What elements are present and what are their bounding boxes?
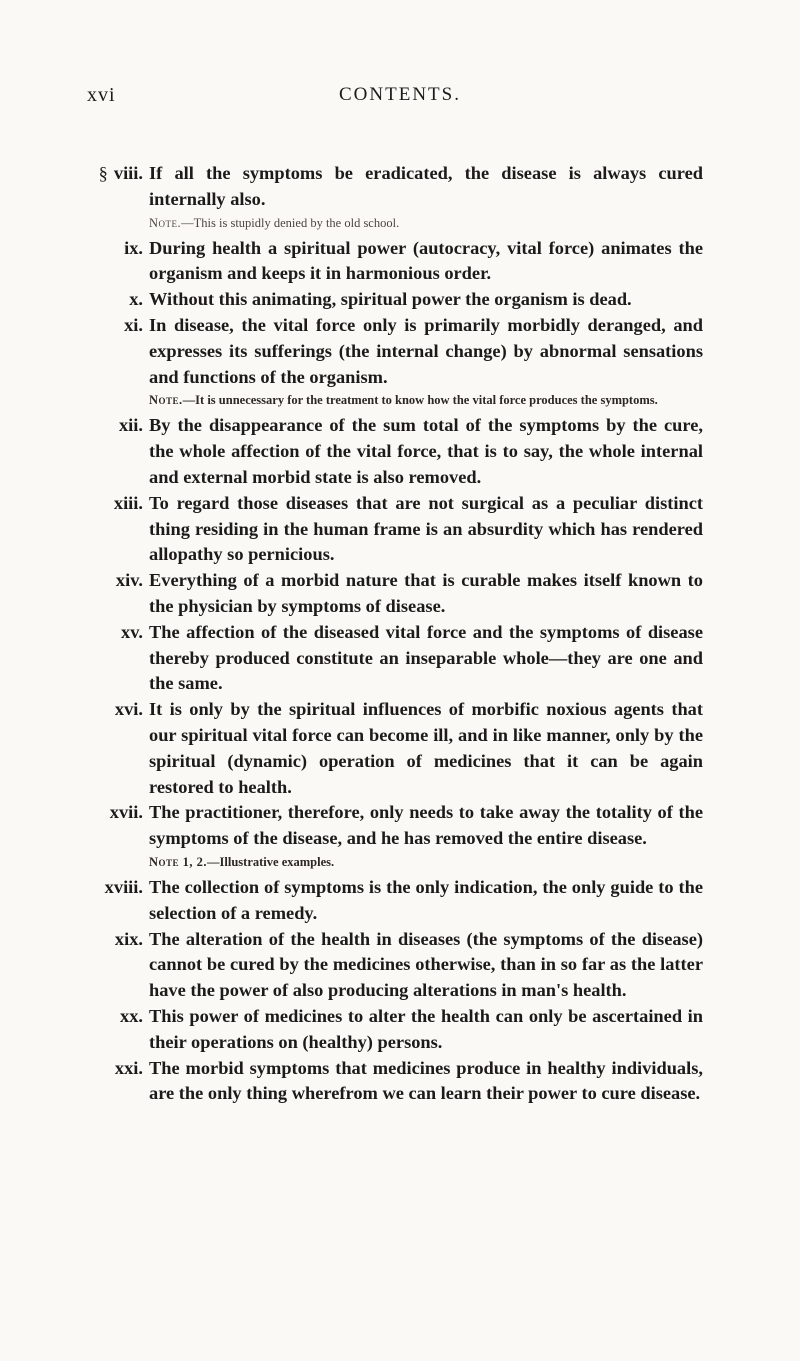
item-number: xvii. <box>109 802 143 823</box>
contents-item-x <box>129 287 703 313</box>
item-text: It is only by the spiritual influences of morbific noxious agents that our spiritual vital force can become ill, and in like manner, only by the spiritual (dynamic) operation of medicines that it can be again restored to health. <box>149 699 703 797</box>
item-text: To regard those diseases that are not surgical as a peculiar distinct thing residing in the human frame is an absurdity which has rendered allopathy so pernicious. <box>149 492 703 565</box>
contents-item-xii <box>118 413 703 490</box>
contents-item-viii <box>98 161 703 213</box>
contents-item-xi <box>124 313 703 390</box>
item-number: xv. <box>121 621 143 642</box>
contents-item-xviii <box>104 875 703 927</box>
note-text: —It is unnecessary for the treatment to know how the vital force produces the symptoms. <box>182 393 658 408</box>
item-text: By the disappearance of the sum total of the symptoms by the cure, the whole affection of the vital force, that is to say, the whole internal and external morbid state is also removed. <box>149 415 703 487</box>
contents-item-xiii <box>113 491 703 568</box>
item-number: xiv. <box>115 570 143 591</box>
item-text: The collection of symptoms is the only indication, the only guide to the selection of a remedy. <box>149 876 703 923</box>
item-number: xviii. <box>104 876 143 897</box>
item-text: Everything of a morbid nature that is curable makes itself known to the physician by symptoms of disease. <box>149 570 703 616</box>
item-text: The affection of the diseased vital force and the symptoms of disease thereby produced constitute an inseparable whole—they are one and the same. <box>149 621 703 694</box>
item-text: The practitioner, therefore, only needs to take away the totality of the symptoms of the disease, and he has removed the entire disease. <box>149 802 703 849</box>
item-text: During health a spiritual power (autocracy, vital force) animates the organism and keeps it in harmonious order. <box>149 237 703 284</box>
item-text: Without this animating, spiritual power the organism is dead. <box>149 289 632 310</box>
item-text: The alteration of the health in diseases (the symptoms of the disease) cannot be cured by the medicines otherwise, than in so far as the latter have the power of also producing alterations in man's health. <box>149 928 703 1001</box>
contents-item-xvi <box>114 697 703 800</box>
page-number: xvi <box>87 84 116 106</box>
note-xvii <box>149 854 703 871</box>
note-label: Note. <box>149 393 183 408</box>
note-label: Note 1, 2. <box>149 854 208 869</box>
item-number: ix. <box>124 237 143 258</box>
contents-item-xxi <box>114 1056 703 1108</box>
item-number: xix. <box>114 928 143 949</box>
page-header <box>0 84 800 114</box>
note-text: —This is stupidly denied by the old school. <box>181 215 400 230</box>
section-mark: § <box>98 163 108 183</box>
item-number: xvi. <box>114 699 143 720</box>
item-number: xxi. <box>114 1057 143 1078</box>
item-number: § viii. <box>98 163 143 183</box>
item-number: x. <box>129 289 143 310</box>
item-number: xii. <box>118 415 143 436</box>
running-head: CONTENTS. <box>339 84 461 105</box>
contents-item-xvii <box>109 800 703 852</box>
item-text: This power of medicines to alter the health can only be ascertained in their operations on (healthy) persons. <box>149 1005 703 1052</box>
contents-item-xv <box>121 620 703 697</box>
note-label: Note. <box>149 215 182 230</box>
note-xi <box>149 392 703 409</box>
item-number: xiii. <box>113 492 143 513</box>
contents-list <box>0 161 800 1107</box>
contents-item-xiv <box>115 568 703 620</box>
item-number: xi. <box>124 314 143 335</box>
note-viii <box>149 215 703 232</box>
contents-item-xix <box>114 927 703 1004</box>
contents-item-xx <box>120 1004 703 1056</box>
note-text: —Illustrative examples. <box>207 854 335 869</box>
contents-item-ix <box>124 236 703 288</box>
item-text: The morbid symptoms that medicines produce in healthy individuals, are the only thing wherefrom we can learn their power to cure disease. <box>149 1057 703 1104</box>
item-text: In disease, the vital force only is primarily morbidly deranged, and expresses its sufferings (the internal change) by abnormal sensations and functions of the organism. <box>149 314 703 387</box>
item-number: xx. <box>120 1005 143 1026</box>
item-text: If all the symptoms be eradicated, the disease is always cured internally also. <box>149 163 703 209</box>
